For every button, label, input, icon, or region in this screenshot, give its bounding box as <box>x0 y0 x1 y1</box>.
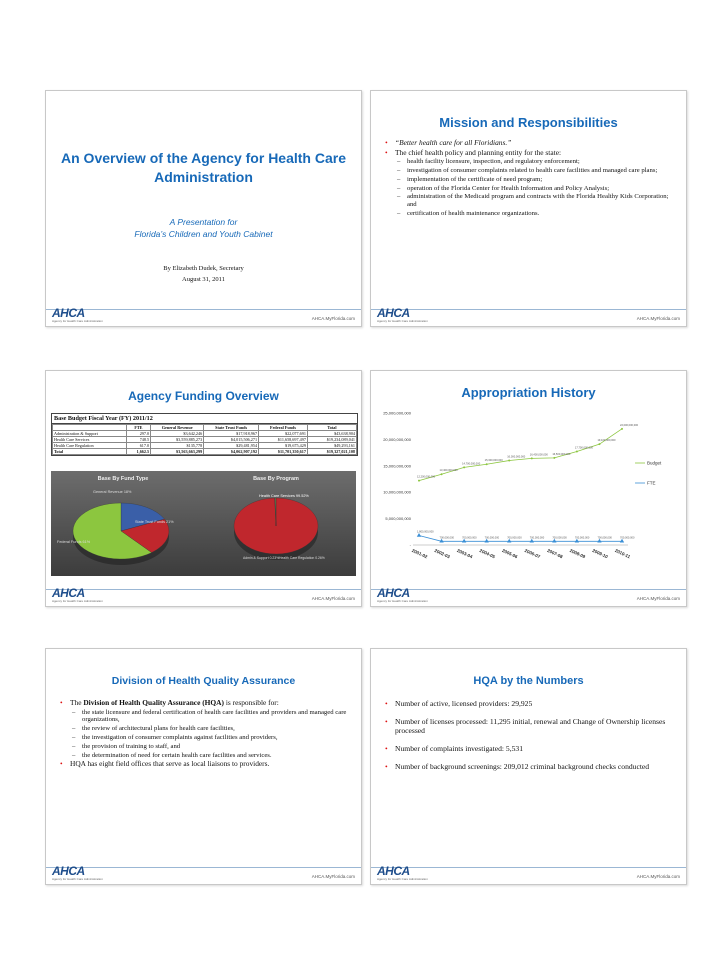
mission-bullet: • “Better health care for all Floridians.” <box>385 139 676 148</box>
stat-bullet: • Number of background screenings: 209,012 criminal background checks conducted <box>385 762 676 771</box>
mission-list <box>385 139 676 219</box>
data-label: 16,000,000,000 <box>507 455 526 459</box>
hqa-list <box>60 699 351 770</box>
ahca-logo-subtitle: Agency for Health Care Administration <box>52 877 103 881</box>
table-cell: $3,559,885,273 <box>151 437 204 443</box>
table-cell: 297.0 <box>126 431 150 437</box>
pie2 <box>234 498 318 560</box>
text-run: The <box>70 698 84 707</box>
table-cell: $3,642,246 <box>151 431 204 437</box>
data-label: 700,000,000 <box>439 536 454 540</box>
table-cell: 617.0 <box>126 443 150 449</box>
table-cell: $3,563,663,299 <box>151 449 204 455</box>
table-cell: $4,015,506,271 <box>204 437 259 443</box>
funding-pie-charts <box>51 471 356 576</box>
responsibility-item: – implementation of the certificate of need program; <box>385 176 676 184</box>
presentation-date: August 31, 2011 <box>182 276 225 283</box>
table-cell: $19,234,089,041 <box>307 437 356 443</box>
point-budget <box>508 460 510 462</box>
table-cell: $19,327,021,108 <box>307 449 356 455</box>
point-budget <box>441 473 443 475</box>
slide-appropriation <box>370 370 687 607</box>
ahca-logo-subtitle: Agency for Health Care Administration <box>377 599 428 603</box>
data-label: 16,500,000,000 <box>552 452 571 456</box>
slide-footer <box>46 862 361 884</box>
data-label: 12,200,000,000 <box>417 475 436 479</box>
ahca-logo-subtitle: Agency for Health Care Administration <box>52 319 103 323</box>
x-tick-label: 2010-11 <box>614 547 632 560</box>
table-cell: $22,077,691 <box>259 431 308 437</box>
point-budget <box>576 451 578 453</box>
hqa-bullet: • HQA has eight field offices that serve as local liaisons to providers. <box>60 760 351 769</box>
ahca-logo: AHCA <box>52 864 85 878</box>
data-label: 16,400,000,000 <box>529 453 548 457</box>
y-tick-label: 20,000,000,000 <box>383 436 411 442</box>
slide-footer <box>46 584 361 606</box>
data-label: 13,400,000,000 <box>439 469 458 473</box>
pie1-label-stf: State Trust Funds 21% <box>135 520 174 524</box>
byline: By Elizabeth Dudek, Secretary <box>163 265 244 272</box>
slide3-title: Agency Funding Overview <box>128 389 279 403</box>
col-header: Total <box>307 425 356 431</box>
col-header: FTE <box>126 425 150 431</box>
stat-bullet: • Number of complaints investigated: 5,531 <box>385 744 676 753</box>
stat-bullet: • Number of licenses processed: 11,295 initial, renewal and Change of Ownership licenses processed <box>385 717 676 735</box>
point-fte <box>417 533 421 537</box>
responsibility-item: – certification of health maintenance organizations. <box>385 210 676 218</box>
division-name: Division of Health Quality Assurance (HQA) <box>83 698 224 707</box>
slide-overview <box>45 90 362 327</box>
point-fte <box>462 539 466 543</box>
point-budget <box>486 463 488 465</box>
slide6-title: HQA by the Numbers <box>473 675 584 687</box>
x-tick-label: 2006-07 <box>523 547 541 560</box>
point-budget <box>418 480 420 482</box>
responsibility-item: – operation of the Florida Center for Health Information and Policy Analysis; <box>385 185 676 193</box>
data-label: 700,000,000 <box>462 536 477 540</box>
ahca-logo: AHCA <box>52 306 85 320</box>
slide-footer <box>371 862 686 884</box>
slide-hqa-division <box>45 648 362 885</box>
point-budget <box>598 443 600 445</box>
hqa-item: – the state licensure and federal certification of health care facilities and providers and managed care organizations, <box>60 709 351 725</box>
pie1-label-gr: General Revenue 18% <box>93 490 132 494</box>
table-cell: $49,293,161 <box>307 443 356 449</box>
pie1-label-fed: Federal Funds 61% <box>57 540 91 544</box>
table-cell: $4,062,907,192 <box>204 449 259 455</box>
col-header: Federal Funds <box>259 425 308 431</box>
point-budget <box>463 466 465 468</box>
legend-label: Budget <box>647 460 662 466</box>
slide-mission <box>370 90 687 327</box>
pie2-label-hcr: Health Care Regulation 0.26% <box>279 556 325 560</box>
ahca-logo: AHCA <box>377 306 410 320</box>
footer-url: AHCA.MyFlorida.com <box>636 316 680 321</box>
x-tick-label: 2002-03 <box>433 547 451 560</box>
ahca-logo-subtitle: Agency for Health Care Administration <box>377 877 428 881</box>
stat-bullet: • Number of active, licensed providers: 29,925 <box>385 699 676 708</box>
data-label: 700,000,000 <box>620 536 635 540</box>
slide1-byline-block <box>46 263 361 285</box>
hqa-item: – the provision of training to staff, and <box>60 743 351 751</box>
slide-footer <box>371 584 686 606</box>
responsibility-item: – administration of the Medicaid program and contracts with the Florida Healthy Kids Corporation; and <box>385 193 676 209</box>
point-budget <box>621 428 623 430</box>
point-fte <box>620 539 624 543</box>
y-tick-label: 10,000,000,000 <box>383 489 411 495</box>
subtitle-line2: Florida’s Children and Youth Cabinet <box>134 229 273 239</box>
slide4-title: Appropriation History <box>461 385 596 400</box>
data-label: 14,700,000,000 <box>462 462 481 466</box>
data-label: 700,000,000 <box>552 536 567 540</box>
subtitle-line1: A Presentation for <box>169 217 238 227</box>
data-label: 1,800,000,000 <box>417 530 434 534</box>
legend-label: FTE <box>647 480 656 486</box>
table-cell: $11,658,697,497 <box>259 437 308 443</box>
footer-url: AHCA.MyFlorida.com <box>311 596 355 601</box>
y-tick-label: 15,000,000,000 <box>383 463 411 469</box>
footer-url: AHCA.MyFlorida.com <box>311 316 355 321</box>
pie1 <box>73 503 169 565</box>
ahca-logo: AHCA <box>377 586 410 600</box>
point-budget <box>553 457 555 459</box>
point-fte <box>597 539 601 543</box>
numbers-list <box>385 699 676 780</box>
x-tick-label: 2001-02 <box>411 547 429 560</box>
point-fte <box>507 539 511 543</box>
data-label: 15,300,000,000 <box>484 459 503 463</box>
table-cell: $43,638,904 <box>307 431 356 437</box>
pie2-label-admin: Admin & Support 0.23% <box>243 556 280 560</box>
point-fte <box>552 539 556 543</box>
pie1-title: Base By Fund Type <box>97 476 149 482</box>
data-label: 17,700,000,000 <box>574 446 593 450</box>
point-fte <box>484 539 488 543</box>
data-label: 22,000,000,000 <box>620 423 639 427</box>
table-cell: $17,918,967 <box>204 431 259 437</box>
ahca-logo-subtitle: Agency for Health Care Administration <box>52 599 103 603</box>
funding-table <box>51 413 358 456</box>
footer-url: AHCA.MyFlorida.com <box>636 874 680 879</box>
ahca-logo: AHCA <box>52 586 85 600</box>
hqa-item: – the investigation of consumer complaints against facilities and providers, <box>60 734 351 742</box>
table-cell: Total <box>53 449 127 455</box>
x-tick-label: 2005-06 <box>501 547 519 560</box>
data-label: 700,000,000 <box>484 536 500 540</box>
pie2-title: Base By Program <box>253 476 299 482</box>
y-tick-label: - <box>409 542 411 548</box>
table-cell: Health Care Regulation <box>53 443 127 449</box>
table-cell: 748.5 <box>126 437 150 443</box>
responsibility-item: – health facility licensure, inspection, and regulatory enforcement; <box>385 158 676 166</box>
text-run: is responsible for: <box>223 698 279 707</box>
data-label: 700,000,000 <box>574 536 590 540</box>
slide2-title: Mission and Responsibilities <box>439 115 618 130</box>
data-label: 19,100,000,000 <box>597 439 616 443</box>
table-cell: Administration & Support <box>53 431 127 437</box>
hqa-item: – the determination of need for certain health care facilities and services. <box>60 752 351 760</box>
table-caption: Base Budget Fiscal Year (FY) 2011/12 <box>52 414 357 424</box>
x-tick-label: 2009-10 <box>591 547 609 560</box>
table-cell: $29,481,954 <box>204 443 259 449</box>
table-cell: 1,662.5 <box>126 449 150 455</box>
data-label: 700,000,000 <box>529 536 545 540</box>
table-cell: $135,778 <box>151 443 204 449</box>
data-label: 700,000,000 <box>597 536 612 540</box>
hqa-item: – the review of architectural plans for health care facilities, <box>60 725 351 733</box>
table-cell: Health Care Services <box>53 437 127 443</box>
y-tick-label: 25,000,000,000 <box>383 410 411 416</box>
responsibility-item: – investigation of consumer complaints related to health care facilities and managed care plans; <box>385 167 676 175</box>
slide1-title: An Overview of the Agency for Health Care Administration <box>61 150 346 185</box>
appropriation-line-chart <box>373 405 684 580</box>
x-tick-label: 2004-05 <box>478 547 496 560</box>
data-label: 700,000,000 <box>507 536 522 540</box>
table-cell: $19,675,429 <box>259 443 308 449</box>
slide-funding <box>45 370 362 607</box>
slide-footer <box>371 304 686 326</box>
slide-footer <box>46 304 361 326</box>
y-tick-label: 5,000,000,000 <box>385 516 411 522</box>
ahca-logo: AHCA <box>377 864 410 878</box>
slide-hqa-numbers <box>370 648 687 885</box>
col-header: State Trust Funds <box>204 425 259 431</box>
table-total-row <box>53 449 357 455</box>
x-tick-label: 2008-09 <box>568 547 587 560</box>
table-cell: $11,701,350,617 <box>259 449 308 455</box>
ahca-logo-subtitle: Agency for Health Care Administration <box>377 319 428 323</box>
point-budget <box>531 457 533 459</box>
point-fte <box>530 539 534 543</box>
x-tick-label: 2003-04 <box>456 547 474 560</box>
slide5-title: Division of Health Quality Assurance <box>111 675 296 687</box>
footer-url: AHCA.MyFlorida.com <box>311 874 355 879</box>
col-header: General Revenue <box>151 425 204 431</box>
footer-url: AHCA.MyFlorida.com <box>636 596 680 601</box>
hqa-bullet <box>60 699 351 708</box>
pie2-label-hcs: Health Care Services 99.52% <box>259 494 309 498</box>
point-fte <box>575 539 579 543</box>
x-tick-label: 2007-08 <box>546 547 564 560</box>
slide1-subtitle <box>46 216 361 240</box>
mission-bullet: • The chief health policy and planning entity for the state: <box>385 149 676 158</box>
